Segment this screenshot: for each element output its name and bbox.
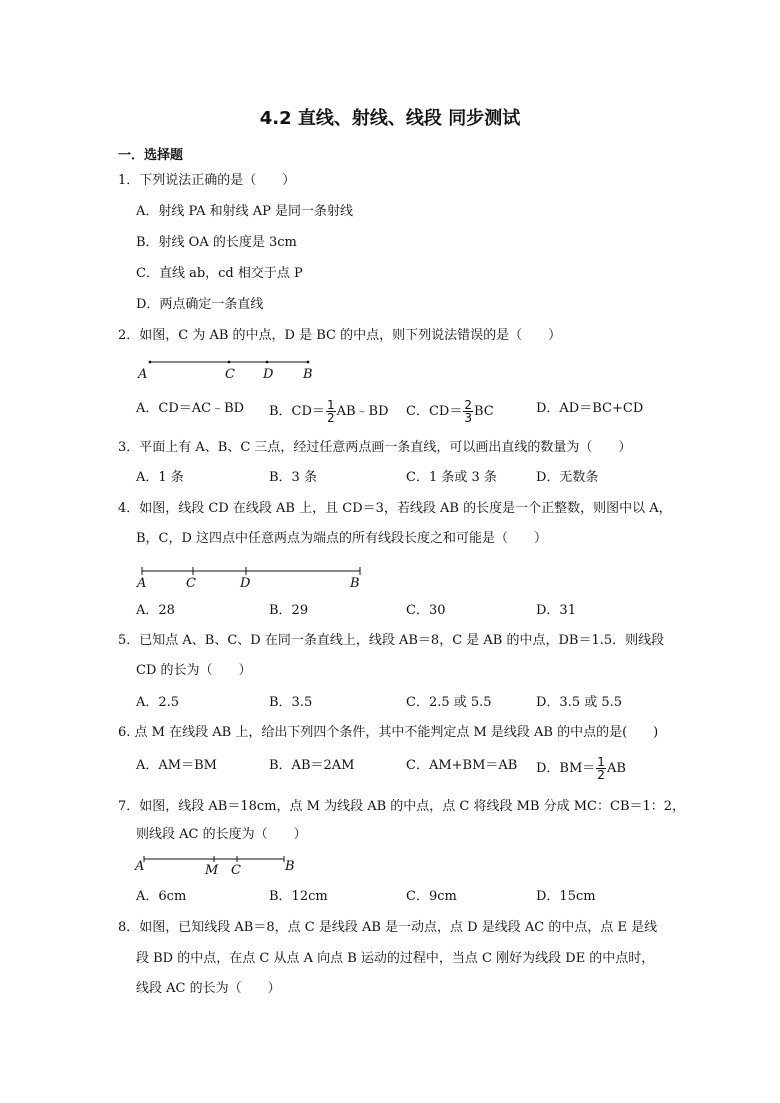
question-3-option-a[interactable]: A．1 条 — [136, 470, 184, 485]
figure-label-a: A — [137, 576, 147, 590]
question-1-option-a[interactable]: A．射线 PA 和射线 AP 是同一条射线 — [136, 204, 353, 219]
figure-label-c: C — [231, 863, 241, 878]
question-5-option-d[interactable]: D．3.5 或 5.5 — [536, 695, 623, 710]
page-title: 4.2 直线、射线、线段 同步测试 — [259, 108, 521, 129]
question-3-option-d[interactable]: D．无数条 — [536, 470, 599, 485]
option-prefix: C．CD＝ — [406, 404, 463, 419]
question-6-option-b[interactable]: B．AB＝2AM — [269, 758, 355, 773]
option-suffix: AB﹣BD — [336, 404, 389, 419]
question-7-stem-line-2: 则线段 AC 的长度为（ ） — [136, 827, 307, 842]
question-3-option-c[interactable]: C．1 条或 3 条 — [406, 470, 497, 485]
question-4-option-a[interactable]: A．28 — [136, 603, 175, 618]
question-7-stem-line-1: 7．如图，线段 AB＝18cm，点 M 为线段 AB 的中点，点 C 将线段 MB 分成 MC：CB＝1：2， — [118, 799, 686, 814]
question-1-option-d[interactable]: D．两点确定一条直线 — [136, 297, 264, 312]
figure-label-c: C — [186, 576, 196, 590]
question-2-option-b[interactable] — [269, 399, 389, 424]
figure-label-a: A — [135, 859, 145, 874]
question-6-option-a[interactable]: A．AM＝BM — [136, 758, 217, 773]
question-5-option-c[interactable]: C．2.5 或 5.5 — [406, 695, 492, 710]
question-6-stem: 6. 点 M 在线段 AB 上，给出下列四个条件，其中不能判定点 M 是线段 AB 的中点的是( ) — [118, 725, 659, 740]
question-3-option-b[interactable]: B．3 条 — [269, 470, 317, 485]
fraction: $\frac{1}{2}$ — [597, 755, 605, 782]
question-6-option-d[interactable] — [536, 756, 626, 781]
fraction: $\frac{1}{2}$ — [326, 398, 335, 425]
question-4-option-b[interactable]: B．29 — [269, 603, 309, 618]
question-7-option-b[interactable]: B．12cm — [269, 889, 328, 904]
question-7-option-a[interactable]: A．6cm — [136, 889, 187, 904]
option-suffix: BC — [473, 404, 494, 419]
question-5-option-a[interactable]: A．2.5 — [136, 695, 180, 710]
question-4-stem-line-1: 4．如图，线段 CD 在线段 AB 上，且 CD＝3，若线段 AB 的长度是一个正整数，则图中以 A， — [118, 501, 672, 516]
question-5-stem-line-1: 5．已知点 A、B、C、D 在同一条直线上，线段 AB＝8，C 是 AB 的中点，DB＝1.5．则线段 — [118, 633, 665, 648]
question-4-stem-line-2: B，C，D 这四点中任意两点为端点的所有线段长度之和可能是（ ） — [136, 531, 548, 546]
figure-label-d: D — [240, 576, 251, 590]
question-5-stem-line-2: CD 的长为（ ） — [136, 663, 252, 678]
figure-label-d: D — [263, 367, 274, 382]
question-8-stem-line-1: 8．如图，已知线段 AB＝8，点 C 是线段 AB 是一动点，点 D 是线段 AC 的中点，点 E 是线 — [118, 920, 658, 935]
figure-label-m: M — [205, 863, 219, 878]
question-8-stem-line-2: 段 BD 的中点，在点 C 从点 A 向点 B 运动的过程中，当点 C 刚好为线段 DE 的中点时， — [136, 951, 655, 966]
question-5-option-b[interactable]: B．3.5 — [269, 695, 313, 710]
question-1-option-c[interactable]: C．直线 ab，cd 相交于点 P — [136, 266, 303, 281]
question-6-option-c[interactable]: C．AM+BM＝AB — [406, 758, 518, 773]
question-2-option-a[interactable]: A．CD＝AC﹣BD — [136, 401, 245, 416]
figure-label-c: C — [225, 367, 235, 382]
question-2-stem: 2．如图，C 为 AB 的中点，D 是 BC 的中点，则下列说法错误的是（ ） — [118, 328, 562, 343]
question-7-option-c[interactable]: C．9cm — [406, 889, 457, 904]
option-prefix: D．BM＝ — [536, 761, 596, 776]
question-7-option-d[interactable]: D．15cm — [536, 889, 596, 904]
question-2-option-d[interactable]: D．AD＝BC+CD — [536, 401, 644, 416]
figure-label-b: B — [303, 367, 313, 382]
figure-label-b: B — [285, 859, 295, 874]
option-suffix: AB — [606, 761, 626, 776]
section-heading: 一．选择题 — [118, 148, 184, 163]
question-4-option-d[interactable]: D．31 — [536, 603, 576, 618]
option-prefix: B．CD＝ — [269, 404, 325, 419]
question-3-stem: 3．平面上有 A、B、C 三点，经过任意两点画一条直线，可以画出直线的数量为（ ） — [118, 440, 632, 455]
question-1-option-b[interactable]: B．射线 OA 的长度是 3cm — [136, 235, 297, 250]
figure-label-a: A — [138, 367, 148, 382]
question-4-figure — [136, 564, 376, 590]
question-2-figure — [136, 356, 326, 382]
question-8-stem-line-3: 线段 AC 的长为（ ） — [136, 981, 281, 996]
figure-label-b: B — [350, 576, 360, 590]
question-7-figure — [134, 852, 304, 878]
question-1-stem: 1．下列说法正确的是（ ） — [118, 173, 296, 188]
question-2-option-c[interactable] — [406, 399, 494, 424]
fraction: $\frac{2}{3}$ — [464, 398, 472, 425]
question-4-option-c[interactable]: C．30 — [406, 603, 446, 618]
